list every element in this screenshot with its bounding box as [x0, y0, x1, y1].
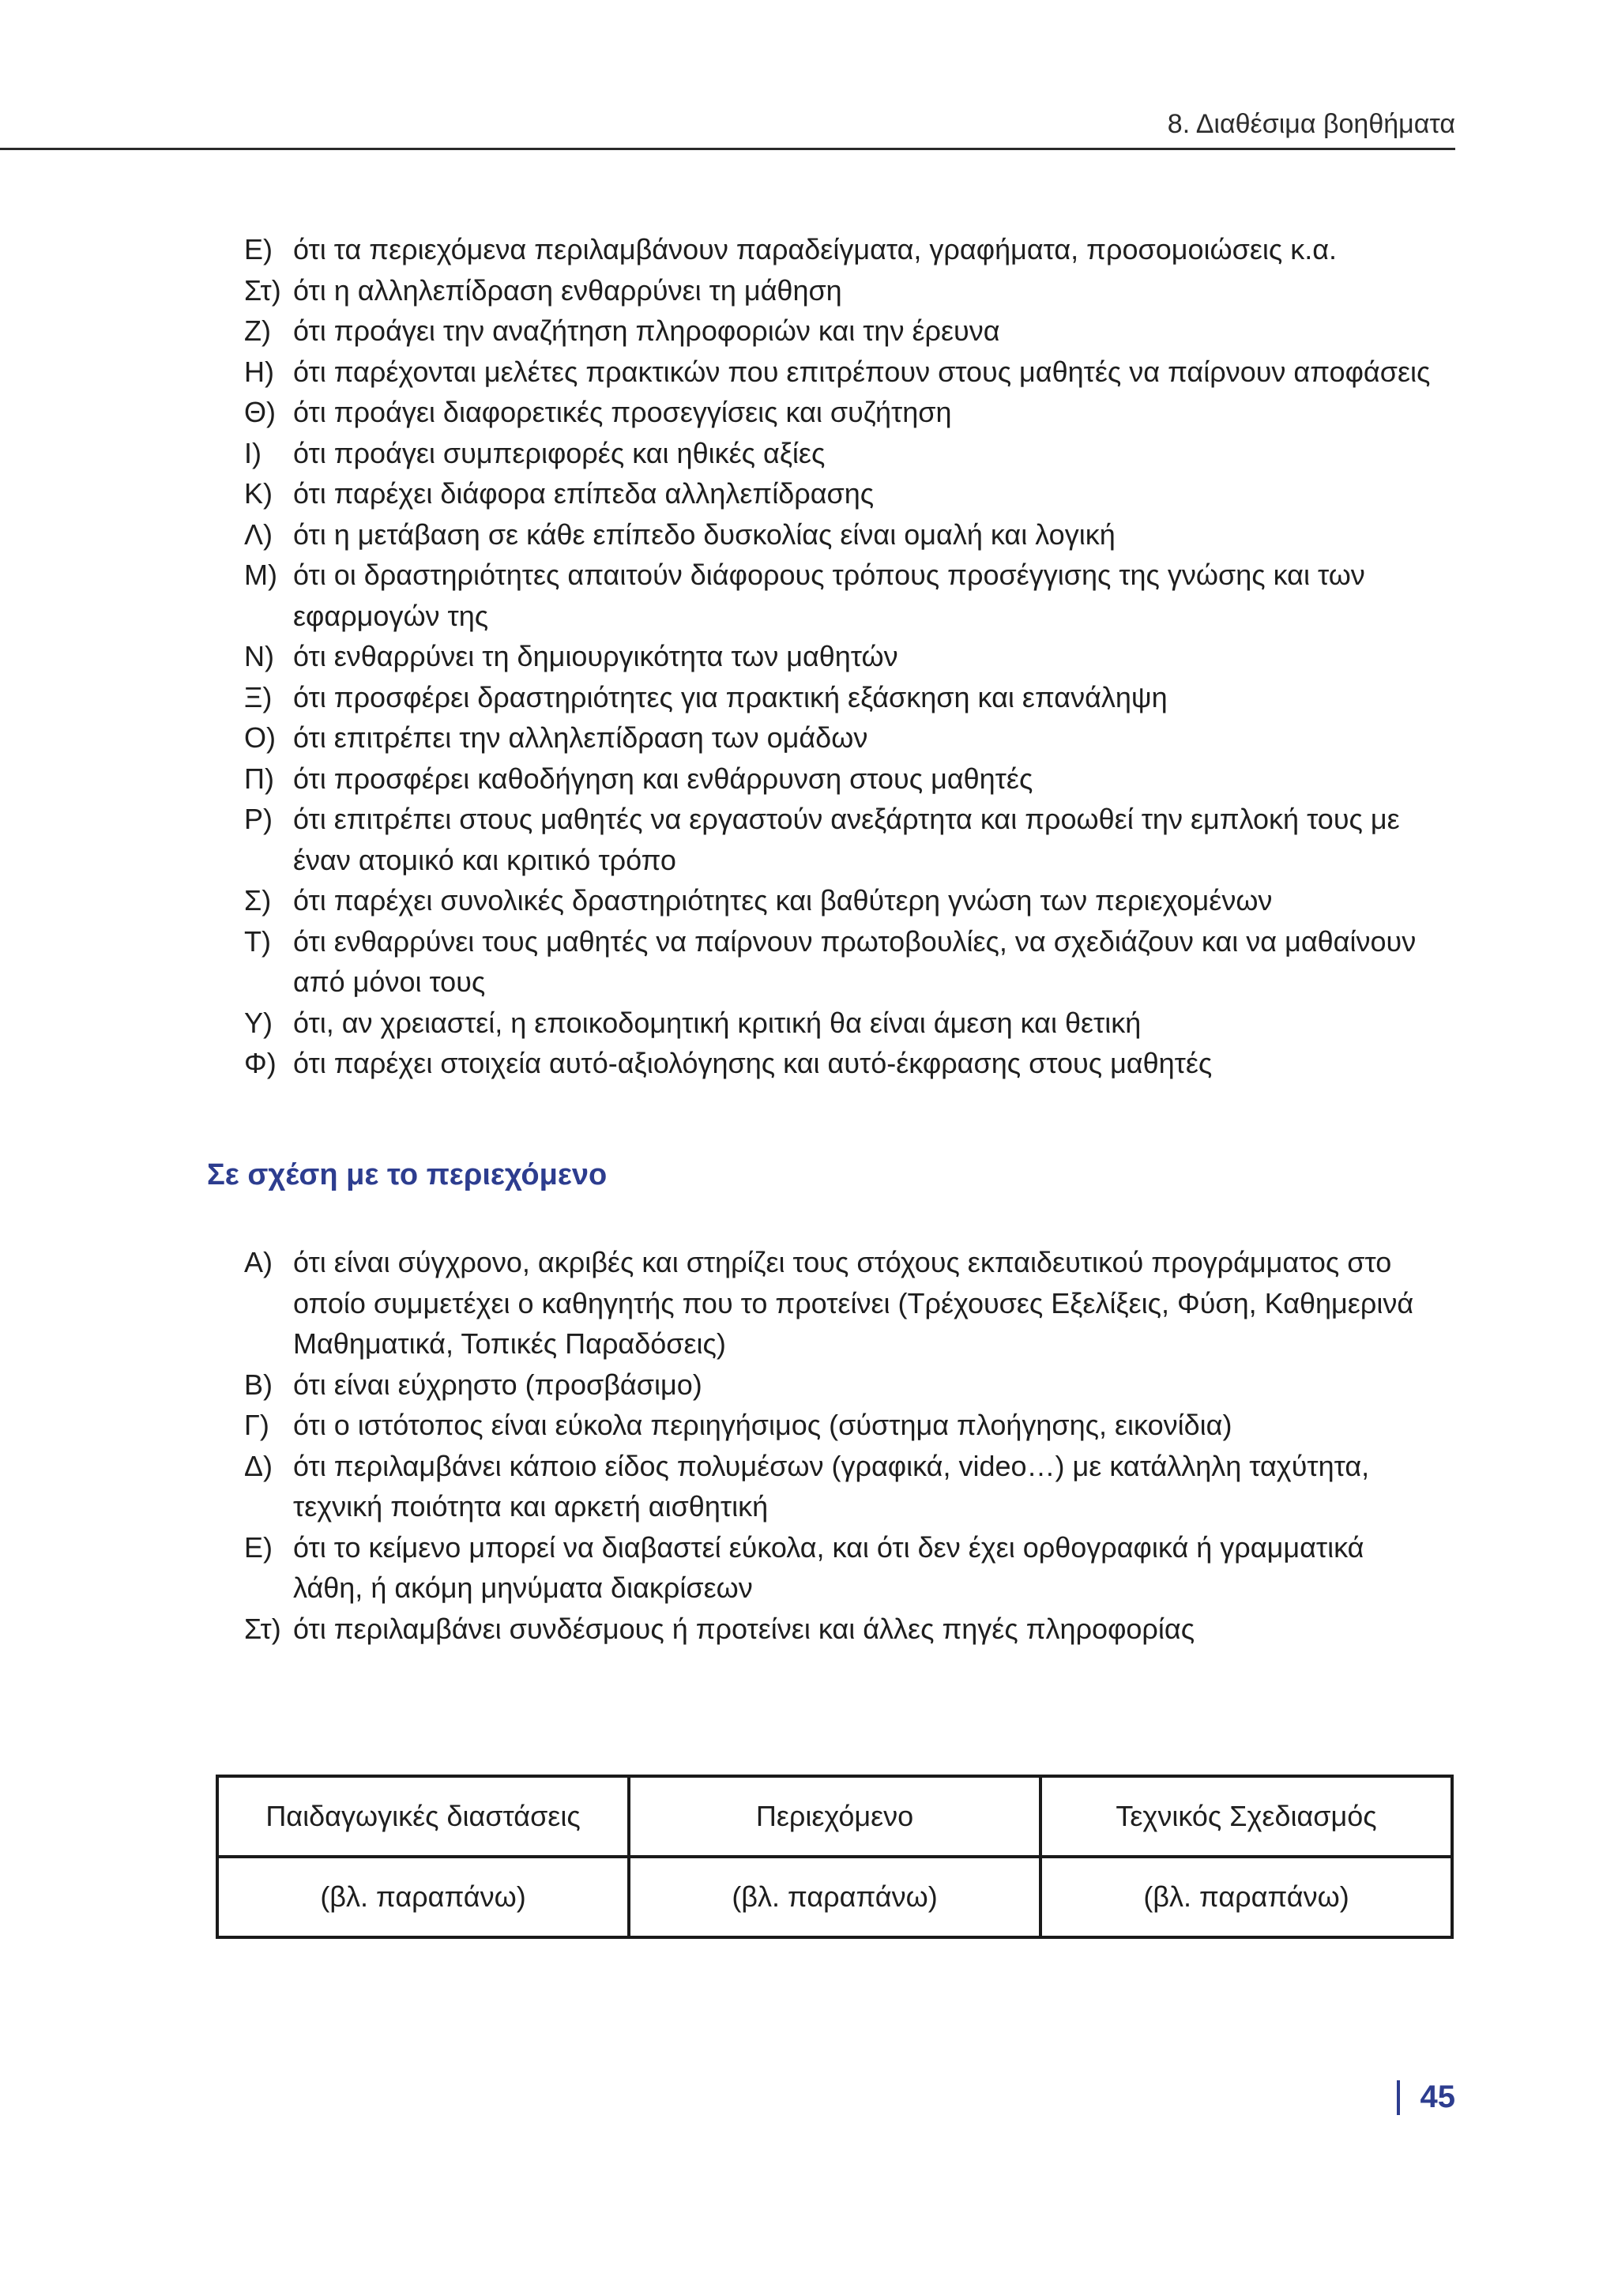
- list-item-marker: Στ): [244, 273, 281, 307]
- list-item-marker: Ρ): [244, 803, 273, 835]
- table-header-row: [217, 1776, 1452, 1857]
- list-item: [244, 229, 1477, 270]
- header-rule: [0, 148, 1455, 150]
- list-item-marker: Σ): [244, 884, 272, 917]
- list-item-line: ότι προσφέρει καθοδήγηση και ενθάρρυνση στους μαθητές: [293, 762, 1033, 795]
- list-item-line: ότι επιτρέπει την αλληλεπίδραση των ομάδων: [293, 721, 868, 754]
- page-number-bar: [1397, 2080, 1400, 2115]
- list-item-marker: Λ): [244, 518, 273, 551]
- list-item-line: ότι η μετάβαση σε κάθε επίπεδο δυσκολίας είναι ομαλή και λογική: [293, 518, 1116, 551]
- list-item-marker: Μ): [244, 559, 277, 591]
- list-item: [244, 1003, 1477, 1044]
- list-item: [244, 921, 1477, 1003]
- list-item: [244, 636, 1477, 677]
- list-item-marker: Ι): [244, 436, 262, 469]
- list-item-line: ότι είναι σύγχρονο, ακριβές και στηρίζει τους στόχους εκπαιδευτικού προγράμματος στο: [293, 1246, 1392, 1278]
- list-item: [244, 880, 1477, 921]
- list-item: [244, 758, 1477, 800]
- list-item-line: από μόνοι τους: [293, 965, 486, 998]
- table-cell: (βλ. παραπάνω): [217, 1857, 629, 1937]
- list-item: [244, 555, 1477, 636]
- table-header-cell: Περιεχόμενο: [629, 1776, 1040, 1857]
- running-head-title: 8. Διαθέσιμα βοηθήματα: [1167, 109, 1455, 139]
- summary-table: [216, 1775, 1454, 1939]
- list-item-marker: Α): [244, 1246, 273, 1278]
- list-item-line: ότι το κείμενο μπορεί να διαβαστεί εύκολα, και ότι δεν έχει ορθογραφικά ή γραμματικά: [293, 1530, 1364, 1564]
- list-item-line: οποίο συμμετέχει ο καθηγητής που το προτείνει (Τρέχουσες Εξελίξεις, Φύση, Καθημερινά: [293, 1286, 1414, 1319]
- list-item: [244, 433, 1477, 474]
- list-item-line: ότι είναι εύχρηστο (προσβάσιμο): [293, 1368, 702, 1401]
- list-item: [244, 1446, 1477, 1527]
- list-item: [244, 514, 1477, 555]
- list-item-marker: Ζ): [244, 314, 271, 347]
- list-item-line: ότι ο ιστότοπος είναι εύκολα περιηγήσιμος (σύστημα πλοήγησης, εικονίδια): [293, 1409, 1232, 1441]
- list-item-line: ότι, αν χρειαστεί, η εποικοδομητική κριτική θα είναι άμεση και θετική: [293, 1006, 1142, 1039]
- list-item: [244, 1405, 1477, 1446]
- list-item-line: εφαρμογών της: [293, 599, 489, 632]
- list-item: [244, 1609, 1477, 1650]
- list-item: [244, 352, 1477, 393]
- list-item-marker: Τ): [244, 924, 271, 958]
- list-item: [244, 717, 1477, 758]
- list-item-line: ότι οι δραστηριότητες απαιτούν διάφορους τρόπους προσέγγισης της γνώσης και των: [293, 559, 1365, 591]
- list-item-marker: Ο): [244, 721, 276, 754]
- list-item-line: ότι παρέχει διάφορα επίπεδα αλληλεπίδρασης: [293, 477, 875, 510]
- page-number-value: 45: [1420, 2080, 1455, 2114]
- list-item-line: ότι ενθαρρύνει τη δημιουργικότητα των μαθητών: [293, 640, 898, 672]
- list-item: [244, 270, 1477, 311]
- list-item: [244, 473, 1477, 514]
- list-item-line: ότι περιλαμβάνει κάποιο είδος πολυμέσων (γραφικά, video…) με κατάλληλη ταχύτητα,: [293, 1449, 1370, 1482]
- list-item-marker: Θ): [244, 396, 276, 428]
- table-header-cell: Παιδαγωγικές διαστάσεις: [217, 1776, 629, 1857]
- list-item-line: ότι επιτρέπει στους μαθητές να εργαστούν ανεξάρτητα και προωθεί την εμπλοκή τους με: [293, 803, 1400, 835]
- page-number: [1397, 2080, 1456, 2115]
- table-cell: (βλ. παραπάνω): [629, 1857, 1040, 1937]
- pedagogical-criteria-list: [244, 229, 1477, 1084]
- list-item: [244, 799, 1477, 880]
- list-item-marker: Η): [244, 355, 274, 388]
- list-item-line: ότι η αλληλεπίδραση ενθαρρύνει τη μάθηση: [293, 273, 842, 307]
- list-item-marker: Κ): [244, 477, 273, 510]
- list-item-line: ότι παρέχει στοιχεία αυτό-αξιολόγησης και αυτό-έκφρασης στους μαθητές: [293, 1047, 1213, 1079]
- list-item-marker: Β): [244, 1368, 273, 1401]
- list-item-marker: Ξ): [244, 680, 273, 713]
- list-item: [244, 392, 1477, 433]
- list-item-marker: Ε): [244, 233, 273, 265]
- list-item-marker: Γ): [244, 1409, 269, 1441]
- list-item-marker: Στ): [244, 1612, 281, 1645]
- list-item-marker: Φ): [244, 1047, 277, 1079]
- list-item-line: τεχνική ποιότητα και αρκετή αισθητική: [293, 1490, 769, 1523]
- table-row: [217, 1857, 1452, 1937]
- list-item-line: ότι περιλαμβάνει συνδέσμους ή προτείνει και άλλες πηγές πληροφορίας: [293, 1612, 1195, 1645]
- section-heading-content: Σε σχέση με το περιεχόμενο: [207, 1158, 608, 1191]
- table-cell: (βλ. παραπάνω): [1040, 1857, 1452, 1937]
- list-item-line: ότι προσφέρει δραστηριότητες για πρακτική εξάσκηση και επανάληψη: [293, 680, 1168, 713]
- list-item: [244, 1527, 1477, 1609]
- list-item-line: ότι προάγει συμπεριφορές και ηθικές αξίες: [293, 436, 826, 469]
- list-item-marker: Ν): [244, 640, 274, 672]
- list-item: [244, 677, 1477, 718]
- content-criteria-list: [244, 1242, 1477, 1649]
- list-item-line: ότι παρέχει συνολικές δραστηριότητες και βαθύτερη γνώση των περιεχομένων: [293, 884, 1273, 917]
- list-item-marker: Δ): [244, 1449, 273, 1482]
- list-item-marker: Π): [244, 762, 274, 795]
- list-item: [244, 311, 1477, 352]
- list-item-marker: Υ): [244, 1006, 273, 1039]
- list-item-line: λάθη, ή ακόμη μηνύματα διακρίσεων: [293, 1571, 753, 1604]
- list-item-line: ότι τα περιεχόμενα περιλαμβάνουν παραδείγματα, γραφήματα, προσομοιώσεις κ.α.: [293, 233, 1338, 265]
- list-item: [244, 1242, 1477, 1364]
- list-item-line: ότι προάγει την αναζήτηση πληροφοριών και την έρευνα: [293, 314, 1000, 347]
- table-header-cell: Τεχνικός Σχεδιασμός: [1040, 1776, 1452, 1857]
- list-item-line: Μαθηματικά, Τοπικές Παραδόσεις): [293, 1327, 726, 1360]
- list-item-marker: Ε): [244, 1530, 273, 1564]
- list-item-line: ότι προάγει διαφορετικές προσεγγίσεις και συζήτηση: [293, 396, 952, 428]
- list-item: [244, 1043, 1477, 1084]
- list-item-line: έναν ατομικό και κριτικό τρόπο: [293, 843, 676, 876]
- list-item-line: ότι ενθαρρύνει τους μαθητές να παίρνουν πρωτοβουλίες, να σχεδιάζουν και να μαθαίνουν: [293, 924, 1417, 958]
- list-item: [244, 1364, 1477, 1406]
- list-item-line: ότι παρέχονται μελέτες πρακτικών που επιτρέπουν στους μαθητές να παίρνουν αποφάσεις: [293, 355, 1431, 388]
